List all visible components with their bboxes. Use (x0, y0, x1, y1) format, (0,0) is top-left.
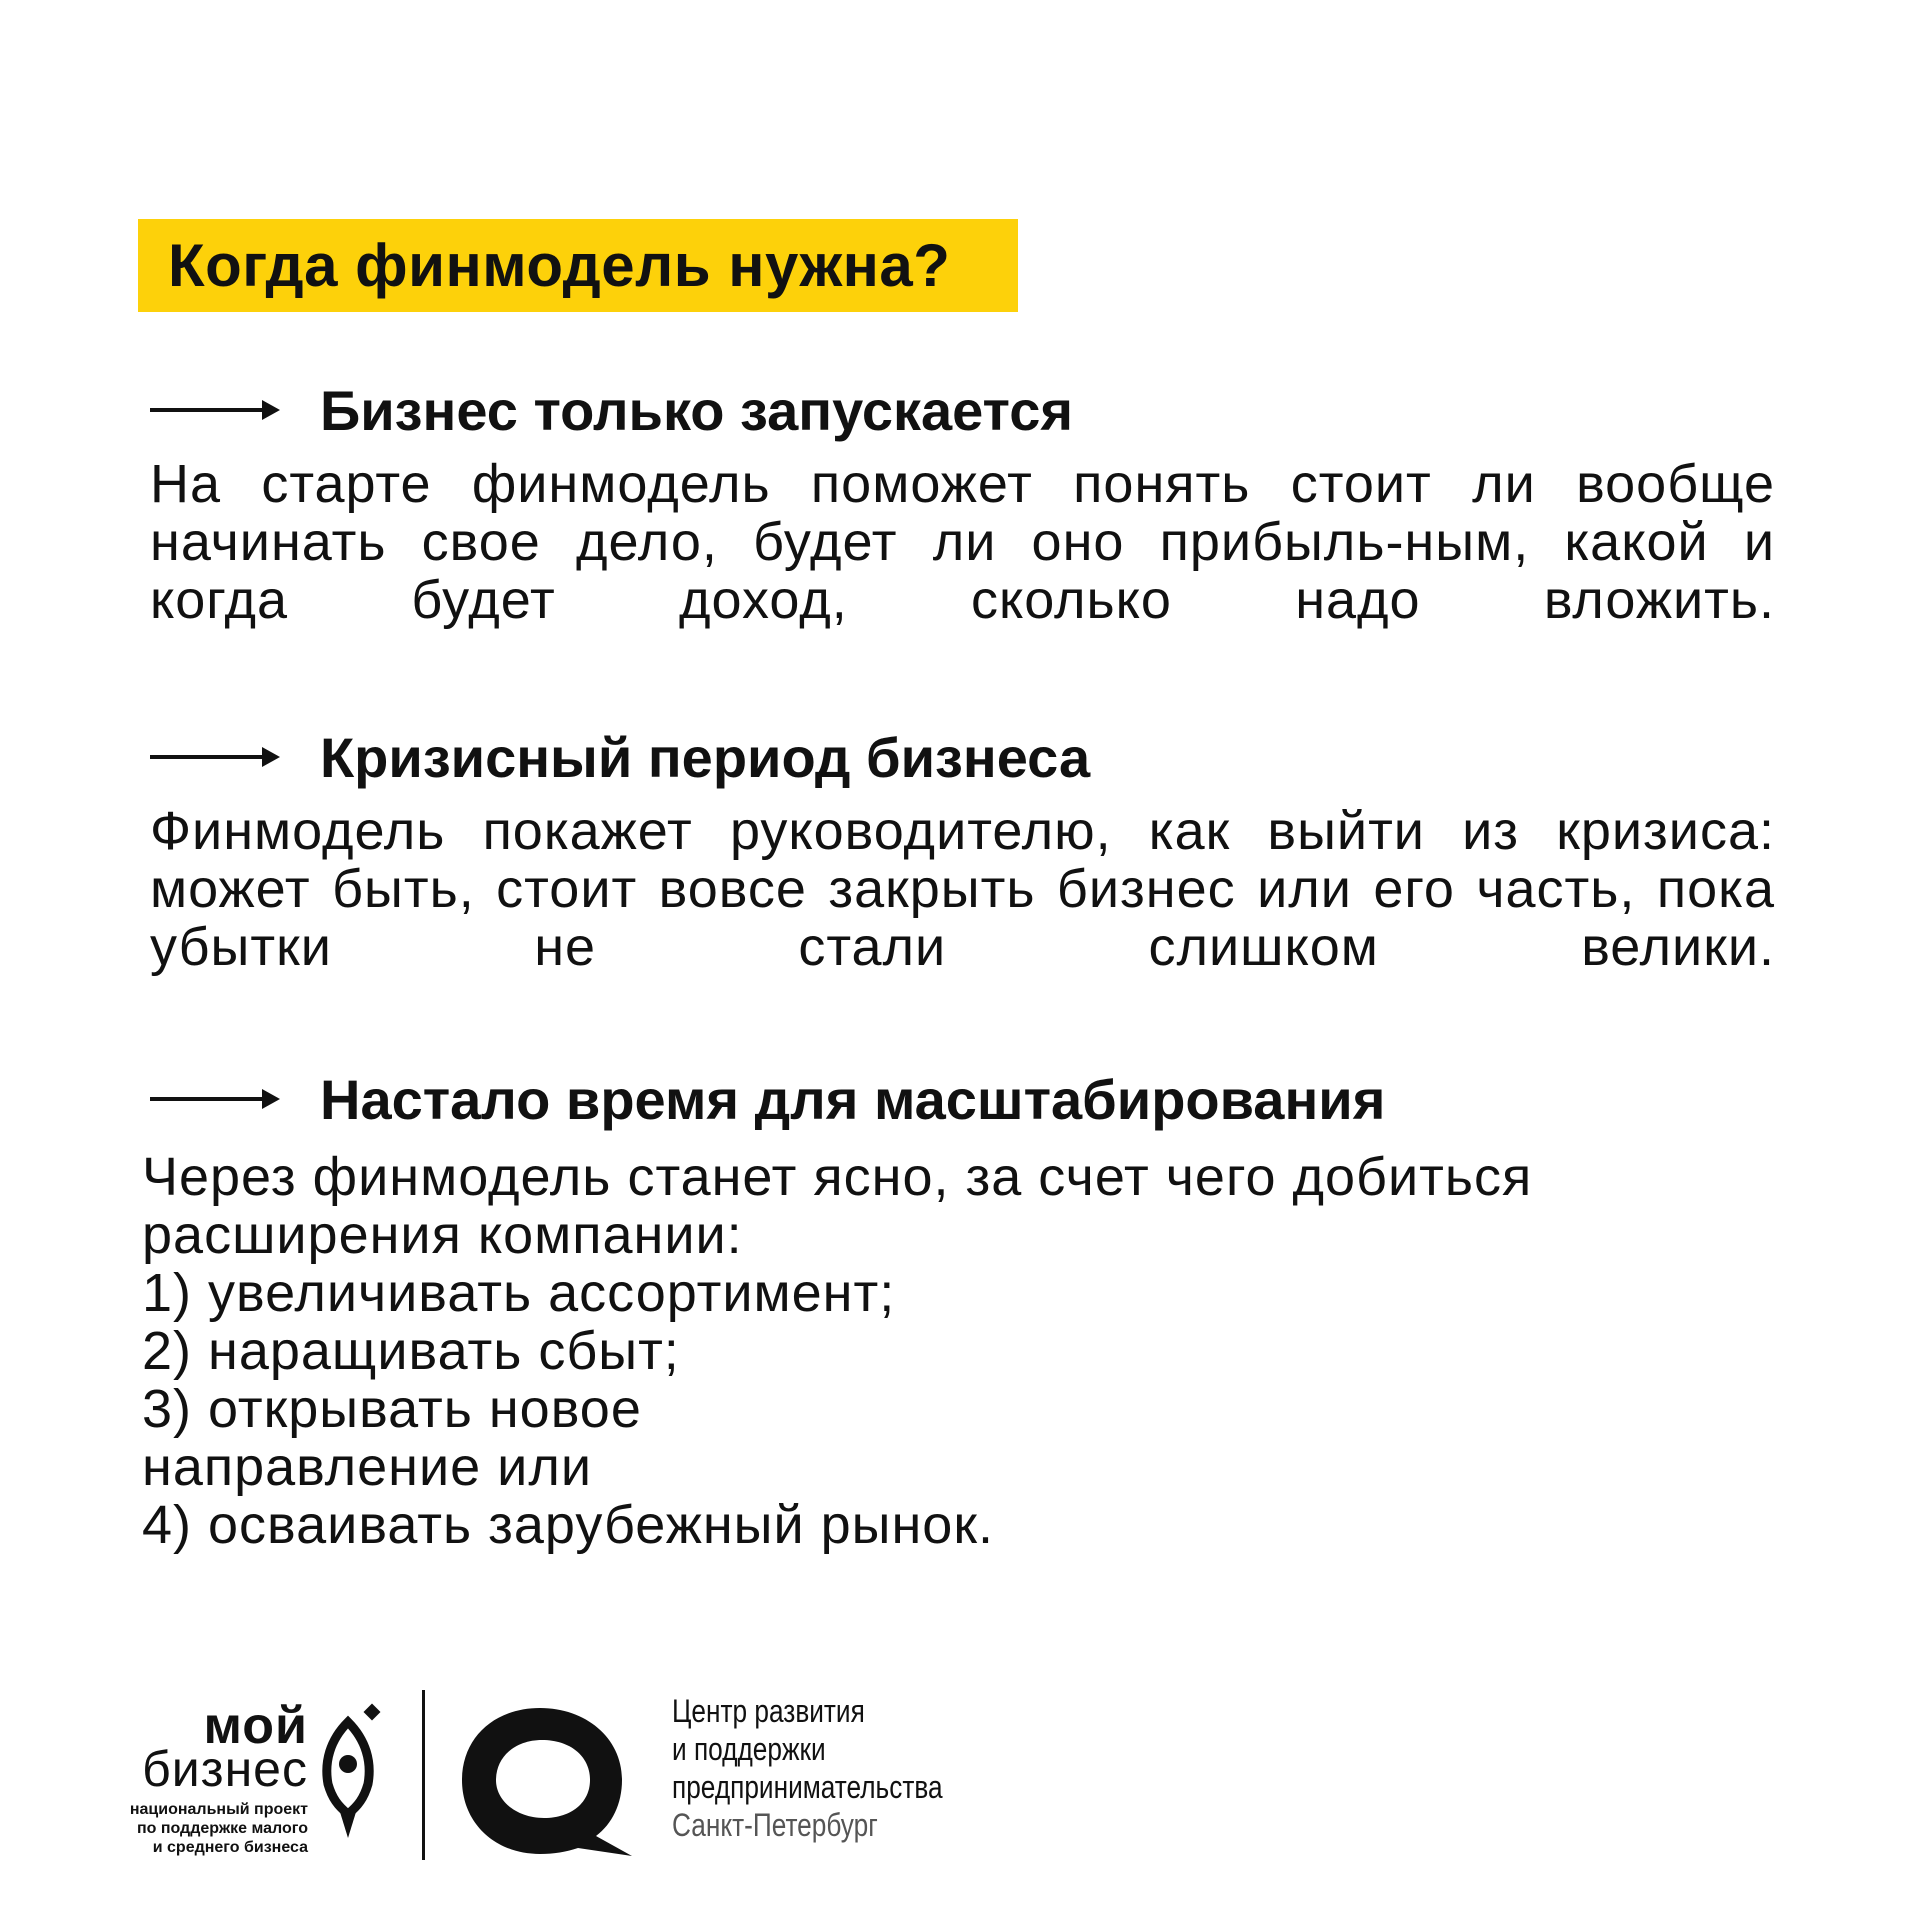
footer-logos (100, 1680, 1000, 1865)
logo-tagline (130, 1800, 308, 1857)
moi-biznes-logo (100, 1697, 400, 1860)
center-line: Центр развития (672, 1693, 865, 1729)
list-item: 1) увеличивать ассортимент; (142, 1263, 896, 1323)
tagline-line: по поддержке малого (136, 1820, 308, 1837)
center-line: и поддержки (672, 1731, 826, 1767)
list-item: направление или (142, 1437, 593, 1497)
page-title: Когда финмодель нужна? (168, 232, 951, 299)
section-scaling (142, 1064, 1775, 1555)
title-banner (138, 219, 1018, 312)
section-crisis (150, 722, 1775, 976)
section-heading: Настало время для масштабирования (320, 1067, 1386, 1131)
list-item: 3) открывать новое (142, 1379, 642, 1439)
logo-word: бизнес (142, 1741, 308, 1797)
section-header (150, 375, 1775, 445)
list-item: 2) наращивать сбыт; (142, 1321, 680, 1381)
center-logo-text (672, 1692, 943, 1844)
section-launch (150, 375, 1775, 629)
speech-bubble-icon (460, 1700, 640, 1860)
arrow-right-icon (150, 1087, 280, 1111)
arrow-right-icon (150, 745, 280, 769)
section-header (150, 1064, 1775, 1134)
section-heading: Кризисный период бизнеса (320, 725, 1091, 789)
logo-word: мой (203, 1697, 308, 1755)
section-body: Финмодель покажет руководителю, как выйти из кризиса: может быть, стоит вовсе закрыть бизнес или его часть, пока убытки не стали слишком велики. (150, 801, 1775, 977)
section-header (150, 722, 1775, 792)
rocket-icon (318, 1700, 388, 1840)
list-lead: Через финмодель станет ясно, за счет чего добиться (142, 1147, 1533, 1207)
tagline-line: национальный проект (129, 1801, 308, 1818)
scaling-list (142, 1148, 1775, 1554)
section-body: На старте финмодель поможет понять стоит ли вообще начинать свое дело, будет ли оно прибыль-ным, какой и когда будет доход, сколько надо вложить. (150, 454, 1775, 630)
center-line: предпринимательства (672, 1769, 943, 1805)
center-city: Санкт-Петербург (672, 1807, 878, 1843)
logo-divider (422, 1690, 425, 1860)
arrow-right-icon (150, 398, 280, 422)
tagline-line: и среднего бизнеса (152, 1839, 308, 1856)
list-lead: расширения компании: (142, 1205, 743, 1265)
section-heading: Бизнес только запускается (320, 378, 1074, 442)
list-item: 4) осваивать зарубежный рынок. (142, 1495, 994, 1555)
